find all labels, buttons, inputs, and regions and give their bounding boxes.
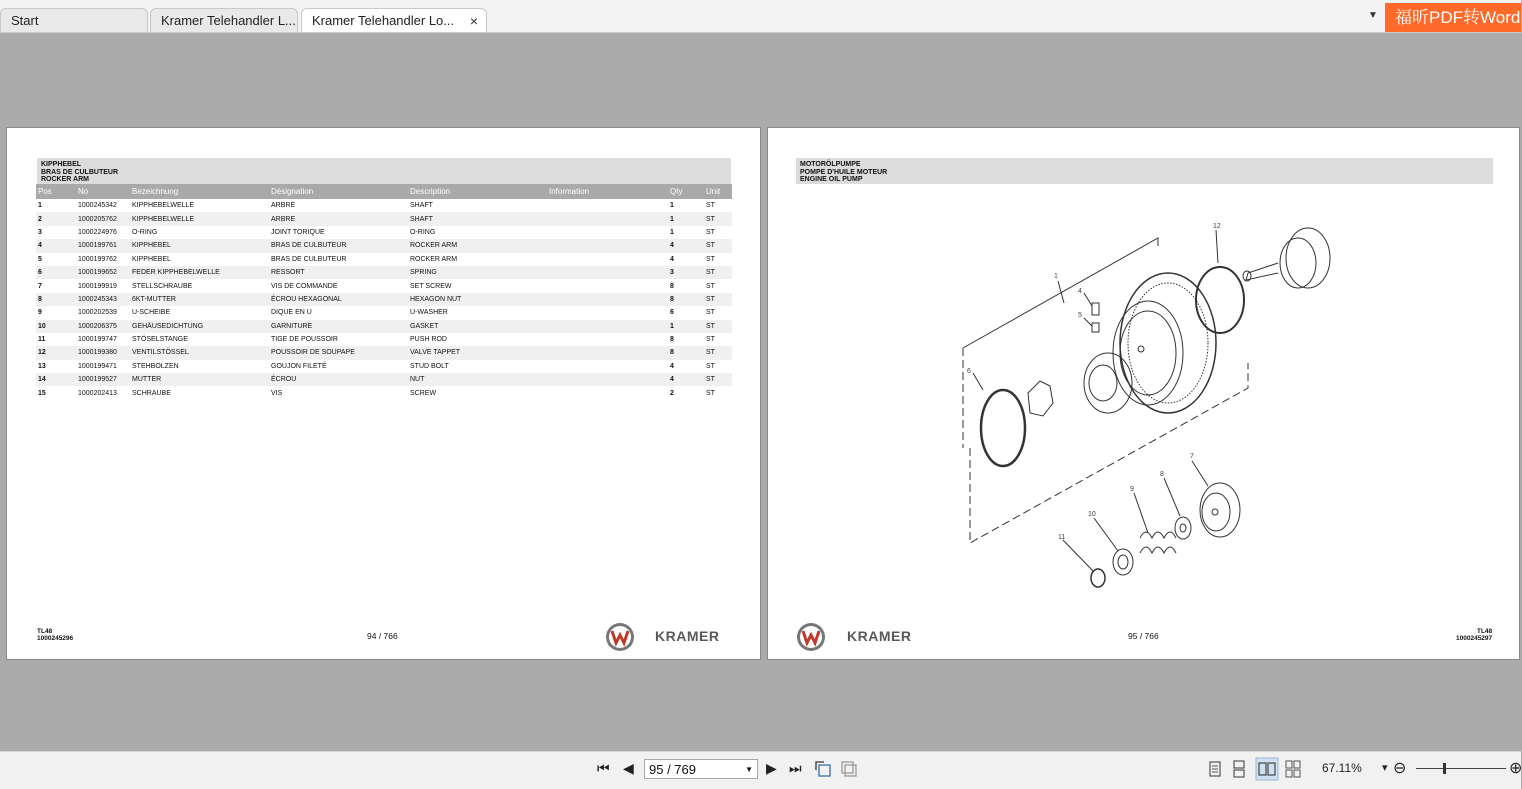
table-cell: 6KT-MUTTER bbox=[130, 293, 269, 306]
table-cell: 8 bbox=[670, 282, 674, 290]
table-cell: 1000199380 bbox=[76, 346, 130, 359]
table-cell: VIS DE COMMANDE bbox=[271, 282, 338, 290]
table-cell bbox=[547, 360, 668, 373]
zoom-out-icon[interactable]: ⊖ bbox=[1393, 760, 1407, 777]
first-page-icon[interactable]: ⏮ bbox=[597, 760, 610, 776]
table-cell: 14 bbox=[36, 373, 76, 386]
table-row bbox=[36, 320, 732, 333]
table-cell: ÉCROU HEXAGONAL bbox=[269, 293, 408, 306]
table-row bbox=[36, 212, 732, 225]
table-cell: ST bbox=[706, 255, 715, 263]
column-header: Bezeichnung bbox=[130, 184, 269, 199]
tab-label: Start bbox=[11, 13, 39, 28]
column-header: Description bbox=[408, 184, 547, 199]
callout-label: 9 bbox=[1130, 486, 1134, 493]
table-cell bbox=[547, 386, 668, 399]
table-cell: HEXAGON NUT bbox=[408, 293, 547, 306]
table-cell: 1000199919 bbox=[78, 282, 117, 290]
zoom-level[interactable]: 67.11% bbox=[1322, 761, 1362, 775]
column-header: No bbox=[76, 184, 130, 199]
table-cell: 10 bbox=[36, 320, 76, 333]
model-name: TL48 bbox=[1476, 628, 1493, 635]
table-cell: SHAFT bbox=[408, 212, 547, 225]
kramer-logo-icon bbox=[796, 622, 826, 652]
zoom-dropdown-icon[interactable]: ▾ bbox=[1382, 762, 1388, 774]
continuous-view-icon[interactable] bbox=[1231, 760, 1247, 778]
heading-english: ROCKER ARM bbox=[41, 176, 89, 183]
table-cell: ST bbox=[704, 212, 732, 225]
table-cell: 8 bbox=[668, 346, 704, 359]
last-page-icon[interactable]: ⏭ bbox=[789, 760, 802, 776]
page-heading bbox=[796, 158, 1493, 184]
column-header: Pos bbox=[36, 184, 76, 199]
zoom-in-icon[interactable]: ⊕ bbox=[1509, 760, 1522, 777]
table-cell: 1000245343 bbox=[76, 293, 130, 306]
table-cell: RESSORT bbox=[269, 266, 408, 279]
callout-label: 4 bbox=[1078, 288, 1082, 295]
table-cell: ST bbox=[704, 239, 732, 252]
model-name: TL48 bbox=[37, 628, 53, 635]
table-cell: PUSH ROD bbox=[410, 336, 447, 344]
document-number: 1000245297 bbox=[1456, 635, 1493, 642]
table-cell: KIPPHEBELWELLE bbox=[130, 212, 269, 225]
table-cell bbox=[547, 373, 668, 386]
table-cell: 6 bbox=[36, 266, 76, 279]
table-cell: 15 bbox=[38, 389, 46, 397]
table-cell: 2 bbox=[670, 389, 674, 397]
table-cell bbox=[547, 199, 668, 212]
table-row bbox=[36, 306, 732, 319]
table-cell: 3 bbox=[38, 228, 42, 236]
brand-name: KRAMER bbox=[655, 628, 720, 644]
table-cell bbox=[547, 279, 668, 292]
table-row bbox=[36, 226, 732, 239]
column-header: Désignation bbox=[269, 184, 408, 199]
table-cell: U-SCHEIBE bbox=[132, 309, 171, 317]
kramer-logo-icon bbox=[605, 622, 635, 652]
table-cell: VIS bbox=[271, 389, 283, 397]
copy-page-icon[interactable] bbox=[840, 760, 858, 778]
table-row bbox=[36, 279, 732, 292]
table-cell: ARBRE bbox=[271, 202, 296, 210]
table-cell: STEHBOLZEN bbox=[132, 362, 179, 370]
column-header: Information bbox=[547, 184, 668, 199]
table-cell: ST bbox=[706, 389, 715, 397]
table-cell bbox=[547, 212, 668, 225]
table-row bbox=[36, 360, 732, 373]
table-row bbox=[36, 293, 732, 306]
pdf-page-left bbox=[6, 127, 761, 660]
heading-french: POMPE D'HUILE MOTEUR bbox=[800, 168, 888, 176]
table-cell: 12 bbox=[36, 346, 76, 359]
table-cell: NUT bbox=[408, 373, 547, 386]
table-cell: 7 bbox=[38, 282, 42, 290]
table-cell: O-RING bbox=[132, 228, 158, 236]
table-cell: 6 bbox=[670, 309, 674, 317]
callout-label: 1 bbox=[1054, 273, 1058, 280]
table-cell: SHAFT bbox=[410, 202, 433, 210]
table-cell: STELLSCHRAUBE bbox=[132, 282, 193, 290]
table-cell: 9 bbox=[38, 309, 42, 317]
callout-label: 5 bbox=[1078, 312, 1082, 319]
table-cell: 4 bbox=[670, 362, 674, 370]
table-cell: ST bbox=[706, 202, 715, 210]
table-row bbox=[36, 199, 732, 212]
table-cell: 11 bbox=[38, 336, 46, 344]
table-cell: KIPPHEBEL bbox=[132, 255, 171, 263]
footer-model bbox=[37, 628, 73, 642]
table-cell: 8 bbox=[670, 336, 674, 344]
table-cell: SET SCREW bbox=[410, 282, 452, 290]
heading-french: BRAS DE CULBUTEUR bbox=[41, 168, 118, 176]
table-cell: ROCKER ARM bbox=[408, 239, 547, 252]
table-cell: 4 bbox=[668, 373, 704, 386]
zoom-slider-handle[interactable] bbox=[1443, 763, 1446, 774]
table-cell: 4 bbox=[36, 239, 76, 252]
rotate-view-icon[interactable] bbox=[814, 760, 832, 778]
table-cell: 1000224976 bbox=[78, 228, 117, 236]
page-heading bbox=[37, 158, 731, 184]
table-cell: 1000199471 bbox=[78, 362, 117, 370]
table-cell: STÖSELSTANGE bbox=[132, 336, 188, 344]
table-cell: SCREW bbox=[410, 389, 437, 397]
table-cell: VENTILSTÖSSEL bbox=[130, 346, 269, 359]
column-header: Unit bbox=[704, 184, 732, 199]
parts-table bbox=[36, 184, 732, 400]
table-cell: 1000245342 bbox=[78, 202, 117, 210]
table-row bbox=[36, 346, 732, 359]
table-cell: KIPPHEBELWELLE bbox=[132, 202, 195, 210]
chevron-down-icon[interactable]: ▼ bbox=[745, 765, 753, 774]
next-page-icon[interactable]: ▶ bbox=[766, 760, 777, 776]
table-cell bbox=[547, 320, 668, 333]
table-cell bbox=[547, 333, 668, 346]
table-row bbox=[36, 266, 732, 279]
table-cell: BRAS DE CULBUTEUR bbox=[271, 255, 347, 263]
table-cell: 1 bbox=[38, 202, 42, 210]
table-cell: 1000199761 bbox=[76, 239, 130, 252]
oil-pump-exploded-diagram bbox=[958, 218, 1378, 598]
table-cell: GEHÄUSEDICHTUNG bbox=[130, 320, 269, 333]
table-cell: 1 bbox=[670, 202, 674, 210]
table-cell: 1000205762 bbox=[76, 212, 130, 225]
two-page-continuous-icon[interactable] bbox=[1285, 760, 1301, 778]
table-cell: 3 bbox=[668, 266, 704, 279]
table-cell: 2 bbox=[36, 212, 76, 225]
table-cell: 4 bbox=[670, 255, 674, 263]
table-row bbox=[36, 333, 732, 346]
pdf-page-right bbox=[767, 127, 1520, 660]
table-cell: 8 bbox=[36, 293, 76, 306]
tab-document-1[interactable] bbox=[150, 8, 298, 32]
zoom-slider[interactable] bbox=[1416, 768, 1506, 769]
table-cell: ST bbox=[704, 293, 732, 306]
table-cell: GOUJON FILETÉ bbox=[271, 362, 327, 370]
table-cell: 1000202539 bbox=[78, 309, 117, 317]
close-icon[interactable]: × bbox=[469, 13, 478, 29]
table-cell: POUSSOIR DE SOUPAPE bbox=[269, 346, 408, 359]
callout-label: 12 bbox=[1213, 223, 1221, 230]
table-cell bbox=[547, 346, 668, 359]
table-cell: GASKET bbox=[408, 320, 547, 333]
table-row bbox=[36, 239, 732, 252]
callout-label: 10 bbox=[1088, 511, 1096, 518]
table-cell: SPRING bbox=[408, 266, 547, 279]
table-row bbox=[36, 373, 732, 386]
heading-german: KIPPHEBEL bbox=[41, 161, 82, 168]
table-cell: 1 bbox=[668, 320, 704, 333]
tab-document-2[interactable] bbox=[301, 8, 487, 32]
single-page-view-icon[interactable] bbox=[1207, 760, 1223, 778]
table-cell: 1 bbox=[670, 228, 674, 236]
callout-label: 8 bbox=[1160, 471, 1164, 478]
bottom-toolbar bbox=[0, 751, 1521, 789]
table-cell: ST bbox=[704, 373, 732, 386]
brand-name: KRAMER bbox=[847, 628, 912, 644]
table-cell: GARNITURE bbox=[269, 320, 408, 333]
tab-label: Kramer Telehandler Lo... bbox=[312, 13, 455, 28]
table-row bbox=[36, 386, 732, 399]
table-cell: ST bbox=[706, 362, 715, 370]
table-cell: FEDER KIPPHEBELWELLE bbox=[130, 266, 269, 279]
tab-list-menu-icon[interactable]: ▼ bbox=[1368, 10, 1378, 21]
table-cell: O-RING bbox=[410, 228, 436, 236]
table-cell: ST bbox=[706, 336, 715, 344]
table-cell: BRAS DE CULBUTEUR bbox=[269, 239, 408, 252]
two-page-view-icon[interactable] bbox=[1256, 758, 1278, 780]
tab-start[interactable] bbox=[0, 8, 148, 32]
table-cell: ROCKER ARM bbox=[410, 255, 458, 263]
heading-german: MOTORÖLPUMPE bbox=[800, 161, 861, 168]
table-cell: 1000199762 bbox=[78, 255, 117, 263]
table-cell: ST bbox=[706, 309, 715, 317]
promo-banner[interactable]: 福昕PDF转Word bbox=[1385, 3, 1521, 32]
page-field-value: 95 / 769 bbox=[649, 762, 696, 777]
table-cell bbox=[547, 253, 668, 266]
table-cell: 1000206375 bbox=[76, 320, 130, 333]
table-cell: 5 bbox=[38, 255, 42, 263]
table-cell: 8 bbox=[668, 293, 704, 306]
table-cell: JOINT TORIQUE bbox=[271, 228, 325, 236]
table-cell: SCHRAUBE bbox=[132, 389, 171, 397]
page-number: 94 / 766 bbox=[367, 631, 398, 641]
page-number: 95 / 766 bbox=[1128, 631, 1159, 641]
column-header: Qty bbox=[668, 184, 704, 199]
callout-label: 7 bbox=[1190, 453, 1194, 460]
table-cell: ST bbox=[704, 320, 732, 333]
table-cell bbox=[547, 239, 668, 252]
page-number-input[interactable] bbox=[644, 759, 758, 779]
tab-label: Kramer Telehandler L... bbox=[161, 13, 296, 28]
previous-page-icon[interactable]: ◀ bbox=[623, 760, 634, 776]
callout-label: 11 bbox=[1058, 534, 1066, 541]
footer-model bbox=[1456, 628, 1492, 642]
table-cell: ÉCROU bbox=[269, 373, 408, 386]
callout-label: 6 bbox=[967, 368, 971, 375]
table-cell: 1000199652 bbox=[76, 266, 130, 279]
table-cell: TIGE DE POUSSOIR bbox=[271, 336, 338, 344]
table-cell bbox=[547, 306, 668, 319]
table-cell: 13 bbox=[38, 362, 46, 370]
table-cell: ARBRE bbox=[269, 212, 408, 225]
table-row bbox=[36, 253, 732, 266]
table-cell bbox=[547, 293, 668, 306]
tab-bar bbox=[0, 0, 1521, 33]
table-cell: ST bbox=[706, 228, 715, 236]
table-cell: KIPPHEBEL bbox=[130, 239, 269, 252]
table-cell: 1000199527 bbox=[76, 373, 130, 386]
document-number: 1000245296 bbox=[37, 635, 74, 642]
table-cell: STUD BOLT bbox=[410, 362, 449, 370]
table-cell: ST bbox=[704, 346, 732, 359]
table-cell: DIQUE EN U bbox=[271, 309, 312, 317]
table-cell: VALVE TAPPET bbox=[408, 346, 547, 359]
table-cell: 1000199747 bbox=[78, 336, 117, 344]
table-cell: 1000202413 bbox=[78, 389, 117, 397]
table-header-row bbox=[36, 184, 732, 199]
table-cell: ST bbox=[704, 266, 732, 279]
table-cell bbox=[547, 266, 668, 279]
table-cell: 1 bbox=[668, 212, 704, 225]
table-cell: U-WASHER bbox=[410, 309, 448, 317]
table-cell: 4 bbox=[668, 239, 704, 252]
table-cell: MUTTER bbox=[130, 373, 269, 386]
table-cell: ST bbox=[706, 282, 715, 290]
table-cell bbox=[547, 226, 668, 239]
heading-english: ENGINE OIL PUMP bbox=[800, 176, 863, 183]
